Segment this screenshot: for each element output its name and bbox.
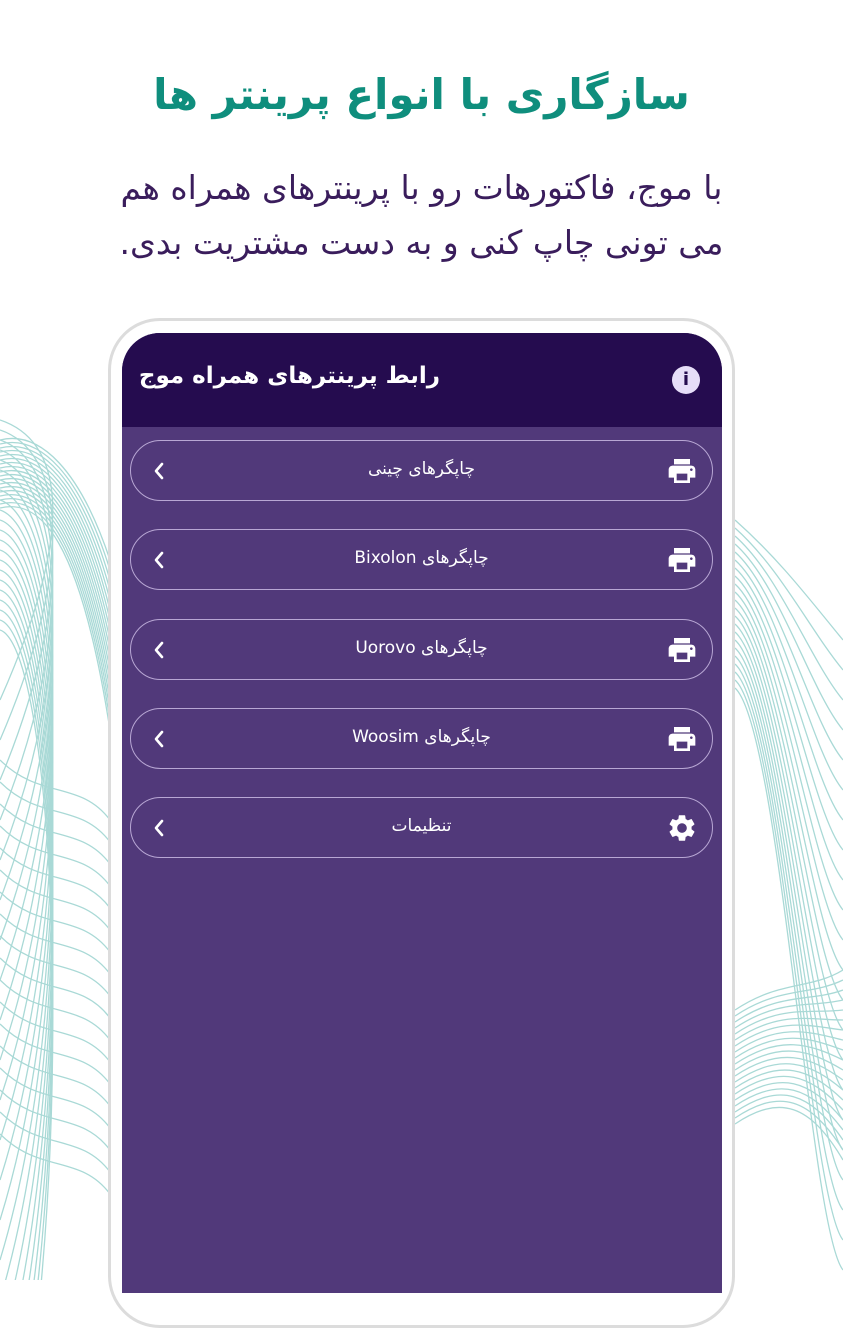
subline-line-2: می تونی چاپ کنی و به دست مشتریت بدی. [119, 223, 724, 262]
subline [50, 160, 793, 270]
subline-line-1: با موج، فاکتورهات رو با پرینترهای همراه هم [120, 168, 723, 207]
wave-line [735, 552, 843, 760]
chevron-left-icon [151, 726, 167, 752]
chevron-left-icon [151, 637, 167, 663]
chevron-left-icon [151, 547, 167, 573]
chevron-left-icon [151, 815, 167, 841]
chevron-left-icon [151, 458, 167, 484]
menu-item-label: تنظیمات [391, 816, 452, 836]
app-title: رابط پرینترهای همراه موج [138, 363, 440, 389]
menu-item-label: چاپگرهای Bixolon [354, 548, 489, 568]
headline: سازگاری با انواع پرینتر ها [153, 70, 690, 119]
wave-line [735, 536, 843, 700]
app-screen [122, 333, 722, 1293]
menu-item-woosim-printers[interactable] [130, 708, 713, 769]
wave-line [735, 560, 843, 790]
menu-item-label: چاپگرهای Uorovo [355, 638, 488, 658]
menu-item-settings[interactable] [130, 797, 713, 858]
menu-item-label: چاپگرهای چینی [368, 459, 475, 479]
menu-item-chinese-printers[interactable] [130, 440, 713, 501]
wave-line [735, 640, 843, 1090]
wave-line [735, 688, 843, 1270]
wave-line [735, 624, 843, 1030]
wave-line [735, 1000, 843, 1028]
app-bar [122, 333, 722, 427]
wave-line [0, 443, 110, 570]
menu-item-uorovo-printers[interactable] [130, 619, 713, 680]
menu-item-label: چاپگرهای Woosim [352, 727, 491, 747]
info-icon[interactable]: i [672, 366, 700, 394]
wave-line [0, 1134, 110, 1194]
menu-item-bixolon-printers[interactable] [130, 529, 713, 590]
